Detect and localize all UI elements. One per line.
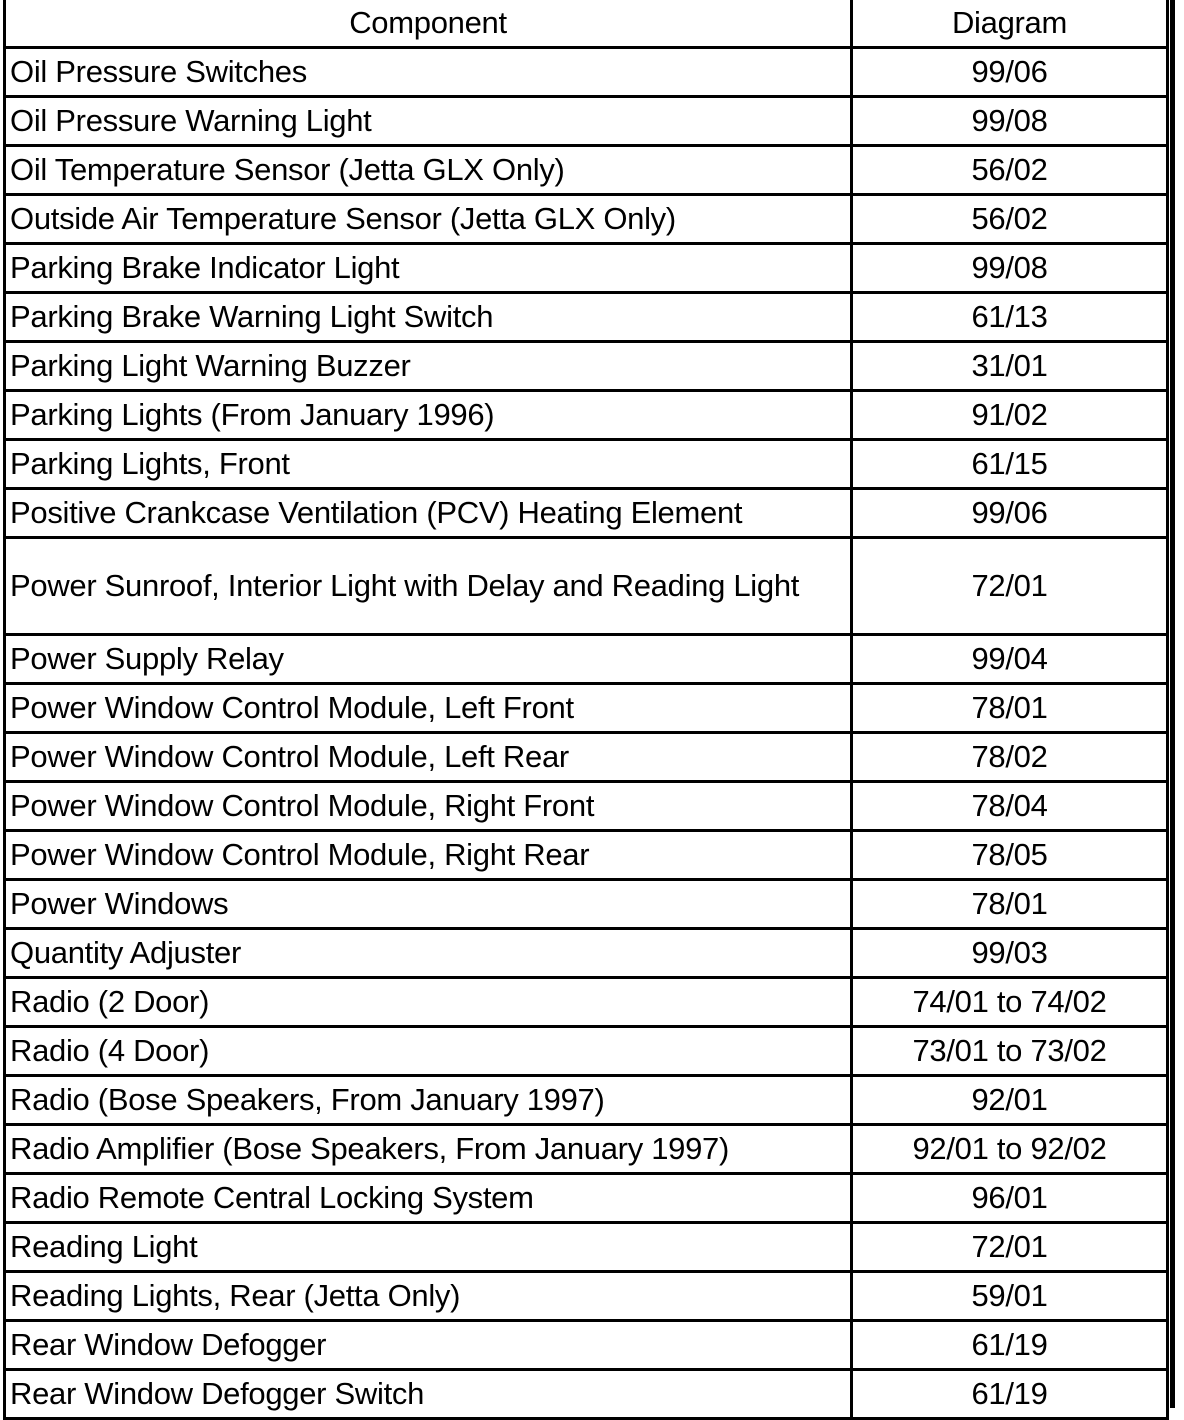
table-row xyxy=(5,1174,1168,1223)
component-cell: Radio (2 Door) xyxy=(5,978,852,1027)
component-cell: Oil Temperature Sensor (Jetta GLX Only) xyxy=(5,146,852,195)
component-cell: Parking Light Warning Buzzer xyxy=(5,342,852,391)
diagram-cell: 59/01 xyxy=(852,1272,1168,1321)
diagram-cell: 99/06 xyxy=(852,48,1168,97)
component-cell: Quantity Adjuster xyxy=(5,929,852,978)
diagram-cell: 92/01 to 92/02 xyxy=(852,1125,1168,1174)
table-row xyxy=(5,146,1168,195)
component-cell: Power Window Control Module, Right Rear xyxy=(5,831,852,880)
table-row xyxy=(5,1272,1168,1321)
diagram-cell: 78/04 xyxy=(852,782,1168,831)
table-row xyxy=(5,733,1168,782)
table-row xyxy=(5,538,1168,635)
table-row xyxy=(5,831,1168,880)
component-cell: Parking Lights (From January 1996) xyxy=(5,391,852,440)
component-cell: Power Window Control Module, Left Front xyxy=(5,684,852,733)
component-cell: Outside Air Temperature Sensor (Jetta GLX Only) xyxy=(5,195,852,244)
diagram-cell: 92/01 xyxy=(852,1076,1168,1125)
component-cell: Power Window Control Module, Left Rear xyxy=(5,733,852,782)
table-row xyxy=(5,195,1168,244)
component-cell: Reading Light xyxy=(5,1223,852,1272)
diagram-cell: 78/05 xyxy=(852,831,1168,880)
table-row xyxy=(5,782,1168,831)
diagram-cell: 99/03 xyxy=(852,929,1168,978)
diagram-cell: 96/01 xyxy=(852,1174,1168,1223)
component-cell: Power Supply Relay xyxy=(5,635,852,684)
page-edge-rule xyxy=(1170,0,1175,1408)
component-column-header: Component xyxy=(5,0,852,48)
component-cell: Positive Crankcase Ventilation (PCV) Heating Element xyxy=(5,489,852,538)
component-cell: Parking Brake Warning Light Switch xyxy=(5,293,852,342)
table-row xyxy=(5,635,1168,684)
component-cell: Reading Lights, Rear (Jetta Only) xyxy=(5,1272,852,1321)
diagram-cell: 74/01 to 74/02 xyxy=(852,978,1168,1027)
table-row xyxy=(5,48,1168,97)
table-row xyxy=(5,293,1168,342)
component-cell: Parking Brake Indicator Light xyxy=(5,244,852,293)
diagram-cell: 61/13 xyxy=(852,293,1168,342)
diagram-cell: 56/02 xyxy=(852,195,1168,244)
component-cell: Oil Pressure Switches xyxy=(5,48,852,97)
diagram-cell: 61/19 xyxy=(852,1321,1168,1370)
table-row xyxy=(5,244,1168,293)
table-row xyxy=(5,1125,1168,1174)
diagram-cell: 99/06 xyxy=(852,489,1168,538)
component-cell: Power Window Control Module, Right Front xyxy=(5,782,852,831)
diagram-cell: 72/01 xyxy=(852,538,1168,635)
table-row xyxy=(5,684,1168,733)
table-row xyxy=(5,978,1168,1027)
diagram-cell: 56/02 xyxy=(852,146,1168,195)
diagram-cell: 78/01 xyxy=(852,880,1168,929)
component-diagram-table xyxy=(3,0,1169,1420)
diagram-cell: 73/01 to 73/02 xyxy=(852,1027,1168,1076)
table-row xyxy=(5,929,1168,978)
diagram-cell: 99/04 xyxy=(852,635,1168,684)
table-row xyxy=(5,342,1168,391)
diagram-cell: 99/08 xyxy=(852,244,1168,293)
table-row xyxy=(5,1321,1168,1370)
component-cell: Rear Window Defogger Switch xyxy=(5,1370,852,1419)
diagram-cell: 72/01 xyxy=(852,1223,1168,1272)
table-row xyxy=(5,880,1168,929)
component-cell: Radio (4 Door) xyxy=(5,1027,852,1076)
diagram-cell: 61/19 xyxy=(852,1370,1168,1419)
diagram-column-header: Diagram xyxy=(852,0,1168,48)
table-header-row xyxy=(5,0,1168,48)
component-cell: Power Sunroof, Interior Light with Delay and Reading Light xyxy=(5,538,852,635)
table-row xyxy=(5,440,1168,489)
table-row xyxy=(5,489,1168,538)
table-row xyxy=(5,1223,1168,1272)
diagram-cell: 91/02 xyxy=(852,391,1168,440)
diagram-cell: 78/01 xyxy=(852,684,1168,733)
component-cell: Power Windows xyxy=(5,880,852,929)
table-row xyxy=(5,391,1168,440)
component-cell: Radio Remote Central Locking System xyxy=(5,1174,852,1223)
table-row xyxy=(5,1076,1168,1125)
table-row xyxy=(5,1370,1168,1419)
diagram-cell: 31/01 xyxy=(852,342,1168,391)
diagram-cell: 99/08 xyxy=(852,97,1168,146)
component-cell: Radio Amplifier (Bose Speakers, From January 1997) xyxy=(5,1125,852,1174)
diagram-cell: 78/02 xyxy=(852,733,1168,782)
diagram-cell: 61/15 xyxy=(852,440,1168,489)
component-cell: Parking Lights, Front xyxy=(5,440,852,489)
table-row xyxy=(5,1027,1168,1076)
component-cell: Radio (Bose Speakers, From January 1997) xyxy=(5,1076,852,1125)
component-cell: Oil Pressure Warning Light xyxy=(5,97,852,146)
table-row xyxy=(5,97,1168,146)
component-cell: Rear Window Defogger xyxy=(5,1321,852,1370)
